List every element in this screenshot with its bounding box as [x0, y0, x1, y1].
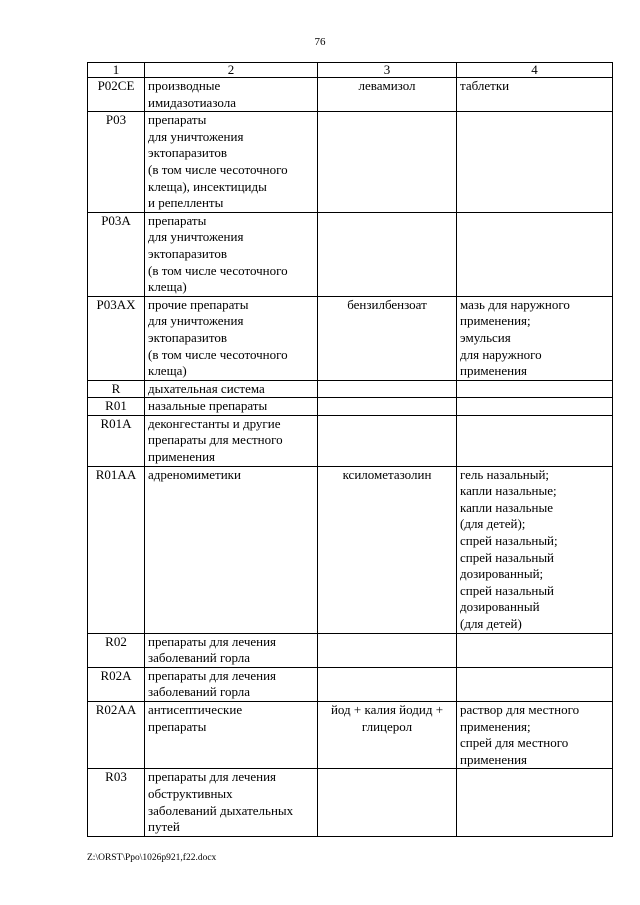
- dosage-form-line: для наружного: [460, 346, 542, 362]
- atc-code-cell: P03: [88, 112, 145, 213]
- group-line: эктопаразитов: [148, 145, 227, 161]
- dosage-form-cell: [457, 466, 613, 633]
- inn-cell: [318, 398, 457, 416]
- dosage-form-line: дозированный;: [460, 566, 544, 582]
- atc-code-cell: P03A: [88, 212, 145, 296]
- group-line: деконгестанты и другие: [148, 415, 281, 431]
- group-line: эктопаразитов: [148, 245, 227, 261]
- dosage-form-line: гель назальный;: [460, 466, 550, 482]
- group-line: (в том числе чесоточного: [148, 161, 288, 177]
- atc-code-cell: P02CE: [88, 78, 145, 112]
- table-row: [88, 701, 613, 768]
- group-line: препараты для лечения: [148, 667, 277, 683]
- group-cell: [145, 78, 318, 112]
- footer-file-path: Z:\ORST\Ppo\1026p921,f22.docx: [87, 853, 217, 863]
- group-line: заболеваний горла: [148, 684, 251, 700]
- dosage-form-line: мазь для наружного: [460, 296, 570, 312]
- inn-cell: [318, 769, 457, 836]
- dosage-form-line: раствор для местного: [460, 701, 580, 717]
- dosage-form-line: применения: [460, 363, 528, 379]
- inn-cell: [318, 667, 457, 701]
- group-line: и репелленты: [148, 195, 224, 211]
- table-row: [88, 380, 613, 398]
- group-cell: [145, 212, 318, 296]
- group-line: препараты: [148, 112, 207, 128]
- group-line: препараты для местного: [148, 432, 283, 448]
- dosage-form-line: эмульсия: [460, 329, 511, 345]
- group-line: применения: [148, 449, 216, 465]
- dosage-form-line: дозированный: [460, 599, 540, 615]
- atc-code-cell: R02: [88, 633, 145, 667]
- group-line: антисептические: [148, 701, 243, 717]
- inn-cell: [318, 633, 457, 667]
- table-row: [88, 769, 613, 836]
- dosage-form-line: таблетки: [460, 78, 510, 93]
- table-row: [88, 415, 613, 466]
- group-cell: [145, 112, 318, 213]
- group-line: эктопаразитов: [148, 329, 227, 345]
- inn-cell: [318, 212, 457, 296]
- group-line: заболеваний горла: [148, 650, 251, 666]
- inn-cell: [318, 380, 457, 398]
- group-line: препараты для лечения: [148, 769, 277, 785]
- group-line: препараты: [148, 718, 207, 734]
- table-body: [88, 63, 613, 837]
- group-line: клеща), инсектициды: [148, 178, 267, 194]
- group-cell: [145, 769, 318, 836]
- dosage-form-line: спрей назальный: [460, 549, 555, 565]
- dosage-form-line: применения;: [460, 313, 531, 329]
- drug-classification-table: [87, 62, 613, 837]
- dosage-form-cell: [457, 398, 613, 416]
- dosage-form-cell: [457, 380, 613, 398]
- atc-code-cell: R01A: [88, 415, 145, 466]
- group-line: путей: [148, 819, 180, 835]
- dosage-form-cell: [457, 78, 613, 112]
- dosage-form-line: применения;: [460, 718, 531, 734]
- inn-line: бензилбензоат: [347, 296, 427, 312]
- inn-cell: [318, 112, 457, 213]
- column-header-1: 1: [88, 63, 145, 78]
- group-line: клеща): [148, 363, 187, 379]
- page-number: 76: [314, 36, 326, 48]
- group-line: для уничтожения: [148, 128, 244, 144]
- group-line: прочие препараты: [148, 296, 249, 312]
- dosage-form-cell: [457, 296, 613, 380]
- group-cell: [145, 380, 318, 398]
- group-line: обструктивных: [148, 785, 233, 801]
- inn-line: глицерол: [361, 718, 413, 734]
- group-line: адреномиметики: [148, 466, 241, 482]
- dosage-form-line: применения: [460, 751, 528, 767]
- group-cell: [145, 701, 318, 768]
- inn-cell: [318, 466, 457, 633]
- group-cell: [145, 296, 318, 380]
- inn-line: йод + калия йодид +: [330, 701, 444, 717]
- group-line: (в том числе чесоточного: [148, 262, 288, 278]
- column-header-2: 2: [145, 63, 318, 78]
- table-row: [88, 78, 613, 112]
- dosage-form-line: спрей назальный;: [460, 533, 558, 549]
- table-row: [88, 466, 613, 633]
- group-cell: [145, 398, 318, 416]
- table-row: [88, 296, 613, 380]
- group-line: назальные препараты: [148, 398, 268, 414]
- group-line: заболеваний дыхательных: [148, 802, 294, 818]
- column-header-3: 3: [318, 63, 457, 78]
- atc-code-cell: R03: [88, 769, 145, 836]
- group-cell: [145, 466, 318, 633]
- group-cell: [145, 633, 318, 667]
- dosage-form-line: (для детей);: [460, 516, 526, 532]
- inn-cell: [318, 415, 457, 466]
- group-line: клеща): [148, 279, 187, 295]
- table-row: [88, 667, 613, 701]
- inn-line: левамизол: [358, 78, 416, 93]
- dosage-form-cell: [457, 633, 613, 667]
- dosage-form-line: спрей назальный: [460, 582, 555, 598]
- dosage-form-line: капли назальные;: [460, 483, 557, 499]
- group-cell: [145, 667, 318, 701]
- atc-code-cell: P03AX: [88, 296, 145, 380]
- inn-cell: [318, 701, 457, 768]
- dosage-form-cell: [457, 112, 613, 213]
- table-row: [88, 398, 613, 416]
- inn-cell: [318, 296, 457, 380]
- dosage-form-line: капли назальные: [460, 499, 553, 515]
- group-line: для уничтожения: [148, 229, 244, 245]
- atc-code-cell: R02A: [88, 667, 145, 701]
- atc-code-cell: R: [88, 380, 145, 398]
- dosage-form-cell: [457, 667, 613, 701]
- atc-code-cell: R01: [88, 398, 145, 416]
- group-line: имидазотиазола: [148, 94, 236, 110]
- atc-code-cell: R01AA: [88, 466, 145, 633]
- dosage-form-cell: [457, 769, 613, 836]
- atc-code-cell: R02AA: [88, 701, 145, 768]
- group-line: препараты: [148, 212, 207, 228]
- group-cell: [145, 415, 318, 466]
- group-line: препараты для лечения: [148, 633, 277, 649]
- dosage-form-line: спрей для местного: [460, 735, 569, 751]
- group-line: для уничтожения: [148, 313, 244, 329]
- table-row: [88, 212, 613, 296]
- group-line: (в том числе чесоточного: [148, 346, 288, 362]
- inn-line: ксилометазолин: [342, 466, 432, 482]
- table-row: [88, 633, 613, 667]
- table-row: [88, 112, 613, 213]
- dosage-form-cell: [457, 212, 613, 296]
- dosage-form-line: (для детей): [460, 616, 522, 631]
- dosage-form-cell: [457, 415, 613, 466]
- dosage-form-cell: [457, 701, 613, 768]
- column-header-4: 4: [457, 63, 613, 78]
- table-header-row: [88, 63, 613, 78]
- inn-cell: [318, 78, 457, 112]
- group-line: дыхательная система: [148, 380, 265, 396]
- group-line: производные: [148, 78, 221, 93]
